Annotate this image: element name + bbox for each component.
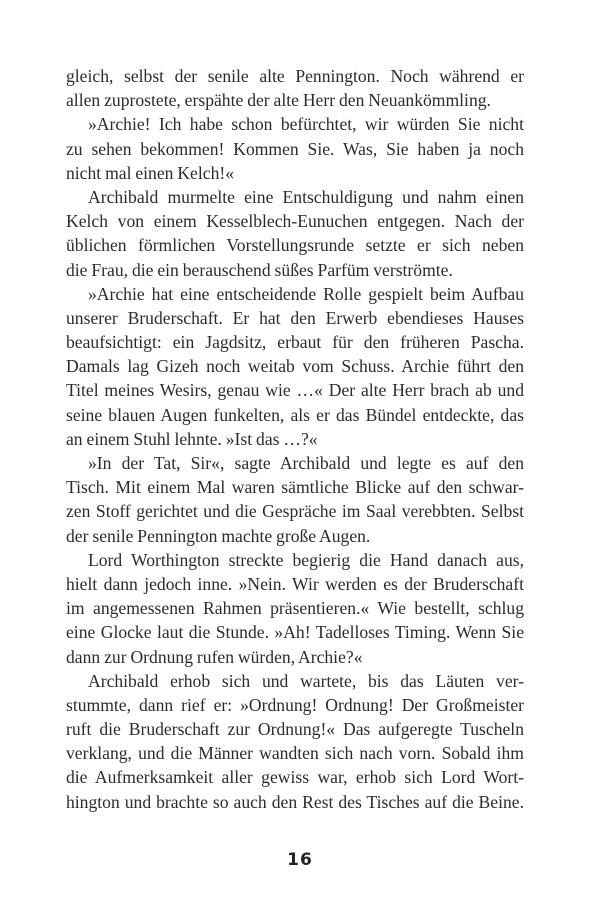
page-number: 16 xyxy=(287,850,313,870)
text-line: üblichen förmlichen Vorstellungsrunde setzte er sich neben xyxy=(66,235,524,256)
page-body xyxy=(66,64,524,814)
text-line: die Aufmerksamkeit aller gewiss war, erhob sich Lord Wort- xyxy=(66,767,524,788)
paragraph-first-line: Lord Worthington streckte begierig die Hand danach aus, xyxy=(88,549,524,570)
text-line: hington und brachte so auch den Rest des Tisches auf die Beine. xyxy=(66,791,524,812)
text-line: seine blauen Augen funkelten, als er das Bündel entdeckte, das xyxy=(66,404,524,425)
text-line: zen Stoff gerichtet und die Gespräche im Saal verebbten. Selbst xyxy=(66,501,524,522)
text-line: Damals lag Gizeh noch weitab vom Schuss. Archie führt den xyxy=(66,356,524,377)
text-line: gleich, selbst der senile alte Pennington. Noch während er xyxy=(66,66,524,86)
paragraph-first-line: Archibald murmelte eine Entschuldigung und nahm einen xyxy=(88,186,524,207)
text-line: die Frau, die ein berauschend süßes Parfüm verströmte. xyxy=(66,259,453,280)
text-line: allen zuprostete, erspähte der alte Herr den Neuankömmling. xyxy=(66,90,491,111)
text-line: Kelch von einem Kesselblech-Eunuchen entgegen. Nach der xyxy=(66,211,524,232)
text-line: beaufsichtigt: ein Jagdsitz, erbaut für den früheren Pascha. xyxy=(66,332,524,353)
text-line: Tisch. Mit einem Mal waren sämtliche Blicke auf den schwar- xyxy=(66,477,524,498)
text-line: zu sehen bekommen! Kommen Sie. Was, Sie haben ja noch xyxy=(66,138,524,159)
text-line: an einem Stuhl lehnte. »Ist das …?« xyxy=(66,428,318,449)
text-line: stummte, dann rief er: »Ordnung! Ordnung! Der Großmeister xyxy=(66,694,524,715)
text-line: im angemessenen Rahmen präsentieren.« Wie bestellt, schlug xyxy=(66,598,524,619)
text-line: eine Glocke laut die Stunde. »Ah! Tadelloses Timing. Wenn Sie xyxy=(66,622,524,643)
text-line: hielt dann jedoch inne. »Nein. Wir werden es der Bruderschaft xyxy=(66,573,524,594)
paragraph-first-line: »Archie! Ich habe schon befürchtet, wir würden Sie nicht xyxy=(88,114,524,135)
text-line: unserer Bruderschaft. Er hat den Erwerb ebendieses Hauses xyxy=(66,307,524,328)
paragraph-first-line: »In der Tat, Sir«, sagte Archibald und legte es auf den xyxy=(88,453,524,473)
text-line: dann zur Ordnung rufen würden, Archie?« xyxy=(66,646,363,667)
paragraph-first-line: »Archie hat eine entscheidende Rolle gespielt beim Aufbau xyxy=(88,283,524,304)
text-line: Titel meines Wesirs, genau wie …« Der alte Herr brach ab und xyxy=(66,380,524,401)
text-line: nicht mal einen Kelch!« xyxy=(66,162,235,183)
text-line: verklang, und die Männer wandten sich nach vorn. Sobald ihm xyxy=(66,743,524,764)
text-line: der senile Pennington machte große Augen. xyxy=(66,525,371,546)
paragraph-first-line: Archibald erhob sich und wartete, bis das Läuten ver- xyxy=(88,670,524,691)
text-line: ruft die Bruderschaft zur Ordnung!« Das aufgeregte Tuscheln xyxy=(66,719,524,740)
